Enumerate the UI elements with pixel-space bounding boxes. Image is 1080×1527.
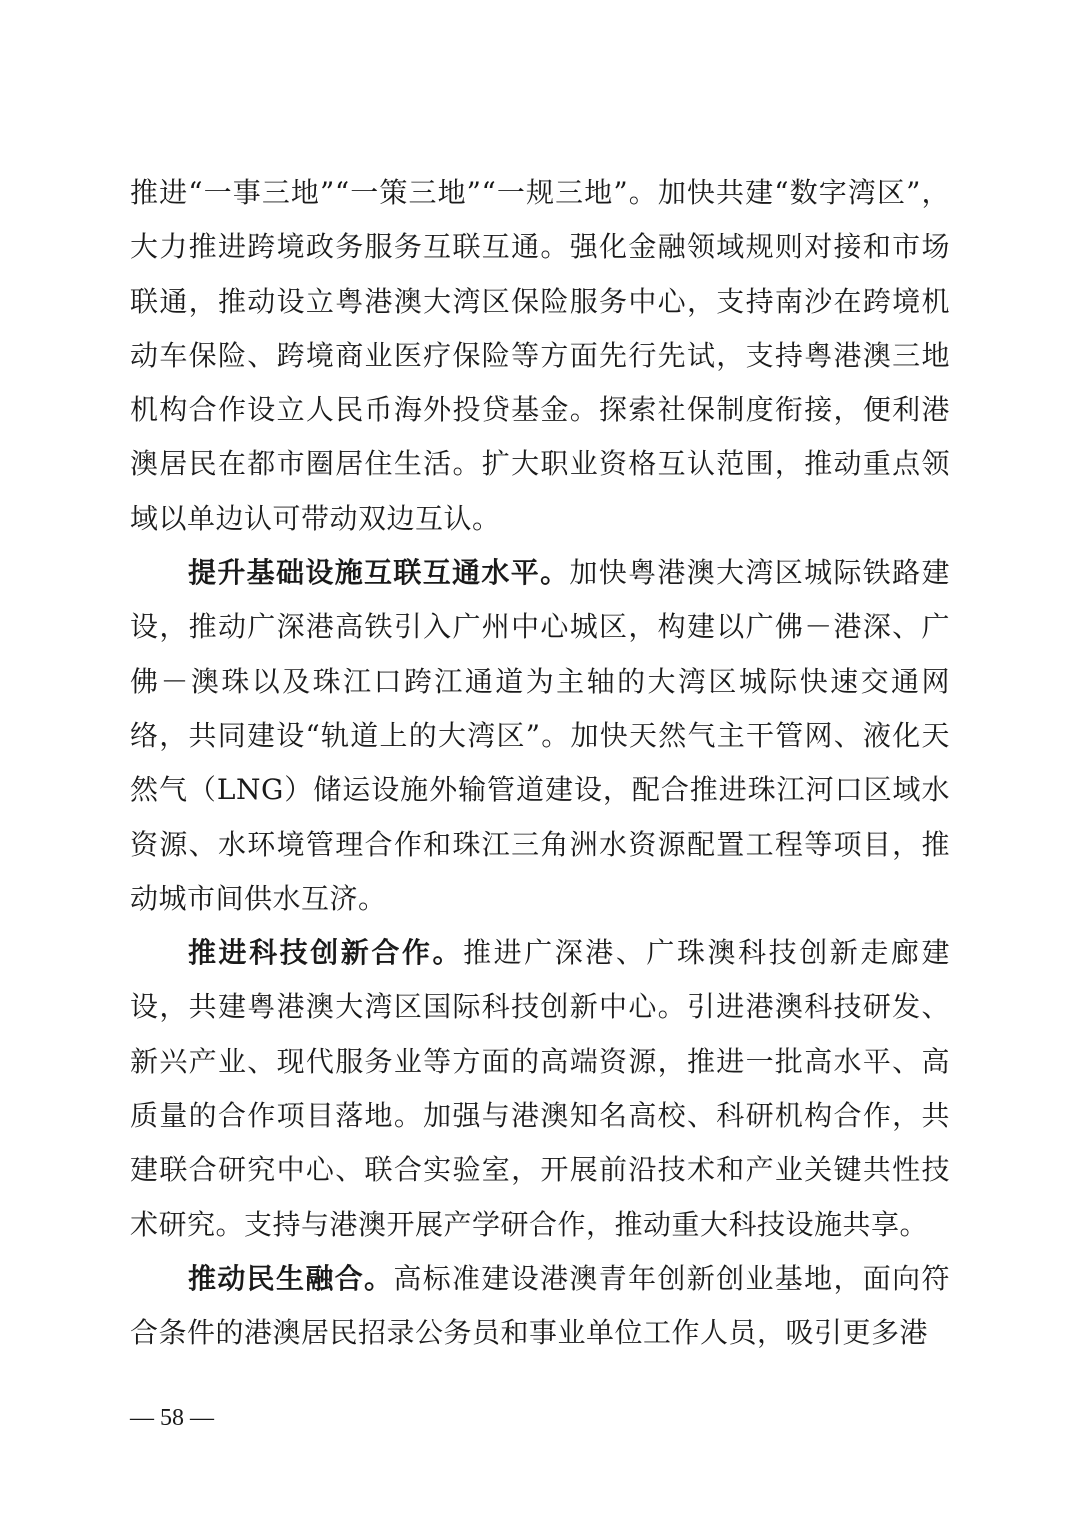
paragraph-tech-cooperation	[130, 926, 950, 1252]
paragraph-infrastructure	[130, 546, 950, 926]
paragraph-heading: 推动民生融合。	[188, 1261, 394, 1295]
body-text	[130, 166, 950, 1361]
paragraph-text: 加快粤港澳大湾区城际铁路建设，推动广深港高铁引入广州中心城区，构建以广佛－港深、广佛－澳珠以及珠江口跨江通道为主轴的大湾区城际快速交通网络，共同建设“轨道上的大湾区”。加快天然气主干管网、液化天然气（LNG）储运设施外输管道建设，配合推进珠江河口区域水资源、水环境管理合作和珠江三角洲水资源配置工程等项目，推动城市间供水互济。	[130, 556, 950, 915]
paragraph-text: 推进“一事三地”“一策三地”“一规三地”。加快共建“数字湾区”，大力推进跨境政务服务互联互通。强化金融领域规则对接和市场联通，推动设立粤港澳大湾区保险服务中心，支持南沙在跨境机动车保险、跨境商业医疗保险等方面先行先试，支持粤港澳三地机构合作设立人民币海外投贷基金。探索社保制度衔接，便利港澳居民在都市圈居住生活。扩大职业资格互认范围，推动重点领域以单边认可带动双边互认。	[130, 176, 950, 535]
paragraph-text: 推进广深港、广珠澳科技创新走廊建设，共建粤港澳大湾区国际科技创新中心。引进港澳科技研发、新兴产业、现代服务业等方面的高端资源，推进一批高水平、高质量的合作项目落地。加强与港澳知名高校、科研机构合作，共建联合研究中心、联合实验室，开展前沿技术和产业关键共性技术研究。支持与港澳开展产学研合作，推动重大科技设施共享。	[130, 936, 950, 1241]
paragraph-livelihood	[130, 1252, 950, 1361]
paragraph-continuation	[130, 166, 950, 546]
page-number: — 58 —	[130, 1405, 214, 1431]
paragraph-heading: 推进科技创新合作。	[188, 936, 464, 970]
paragraph-text: 高标准建设港澳青年创新创业基地，面向符合条件的港澳居民招录公务员和事业单位工作人员，吸引更多港	[130, 1261, 950, 1350]
paragraph-heading: 提升基础设施互联互通水平。	[188, 556, 570, 590]
